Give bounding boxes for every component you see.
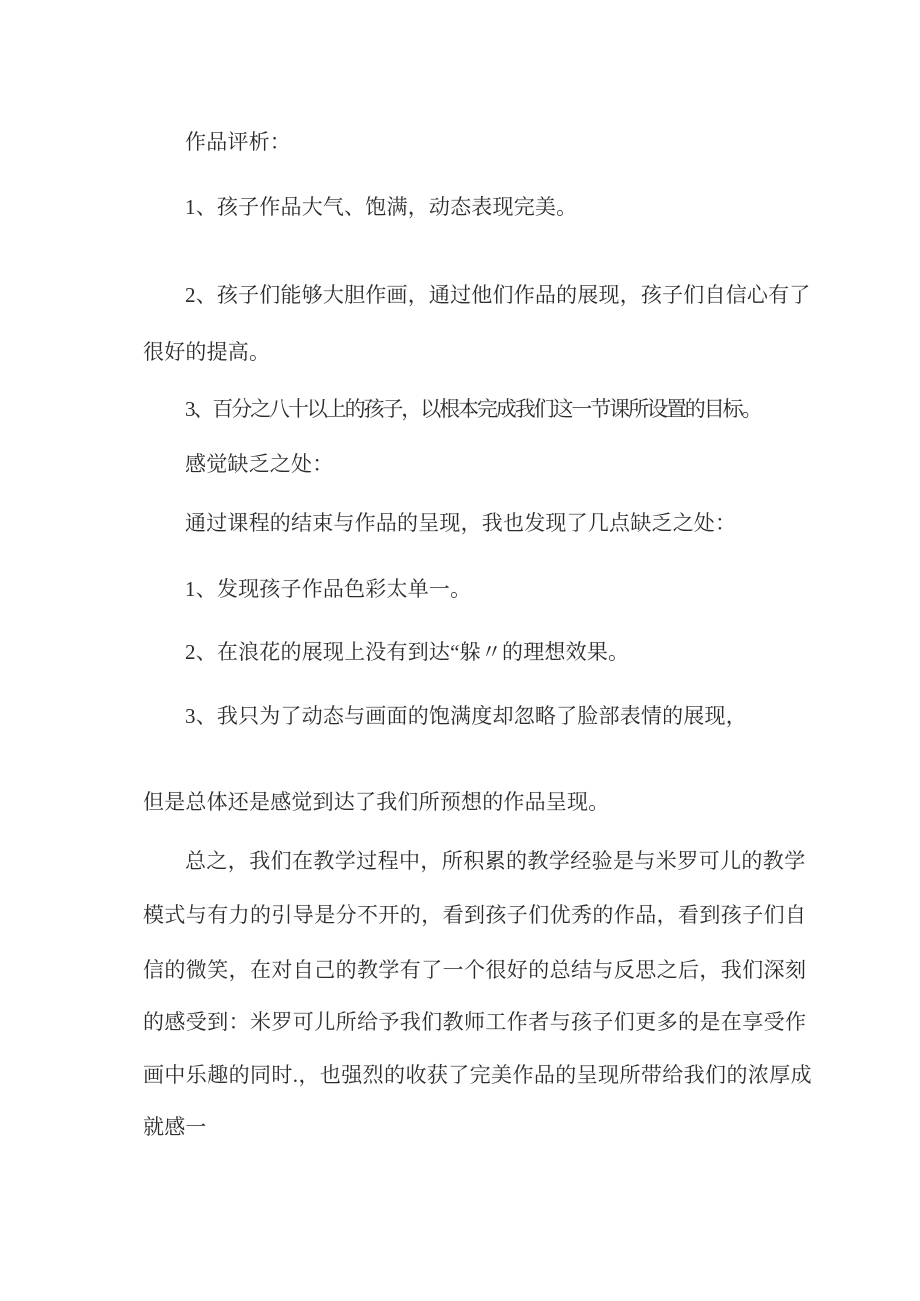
text-line: 3、百分之八十以上的孩子，以根本完成我们这一节课所设置的目标。 <box>185 397 761 421</box>
text-line: 2、在浪花的展现上没有到达“躲〃的理想效果。 <box>185 640 630 664</box>
text-line: 总之，我们在教学过程中，所积累的教学经验是与米罗可儿的教学 <box>185 849 806 873</box>
text-line: 的感受到：米罗可儿所给予我们教师工作者与孩子们更多的是在享受作 <box>143 1010 807 1034</box>
text-line: 画中乐趣的同时.，也强烈的收获了完美作品的呈现所带给我们的浓厚成 <box>143 1063 813 1087</box>
text-line: 1、发现孩子作品色彩太单一。 <box>185 577 472 601</box>
text-line: 但是总体还是感觉到达了我们所预想的作品呈现。 <box>143 790 610 814</box>
text-line: 通过课程的结束与作品的呈现，我也发现了几点缺乏之处： <box>185 511 737 535</box>
text-line: 3、我只为了动态与画面的饱满度却忽略了脸部表情的展现， <box>185 704 747 728</box>
text-line: 感觉缺乏之处： <box>185 452 334 476</box>
text-line: 模式与有力的引导是分不开的，看到孩子们优秀的作品，看到孩子们自 <box>143 903 807 927</box>
text-line: 就感一 <box>143 1115 207 1139</box>
text-line: 1、孩子作品大气、饱满，动态表现完美。 <box>185 195 578 219</box>
text-line: 作品评析： <box>185 130 291 154</box>
text-line: 很好的提高。 <box>143 340 271 364</box>
text-line: 信的微笑，在对自己的教学有了一个很好的总结与反思之后，我们深刻 <box>143 958 807 982</box>
text-line: 2、孩子们能够大胆作画，通过他们作品的展现，孩子们自信心有了 <box>185 283 811 307</box>
